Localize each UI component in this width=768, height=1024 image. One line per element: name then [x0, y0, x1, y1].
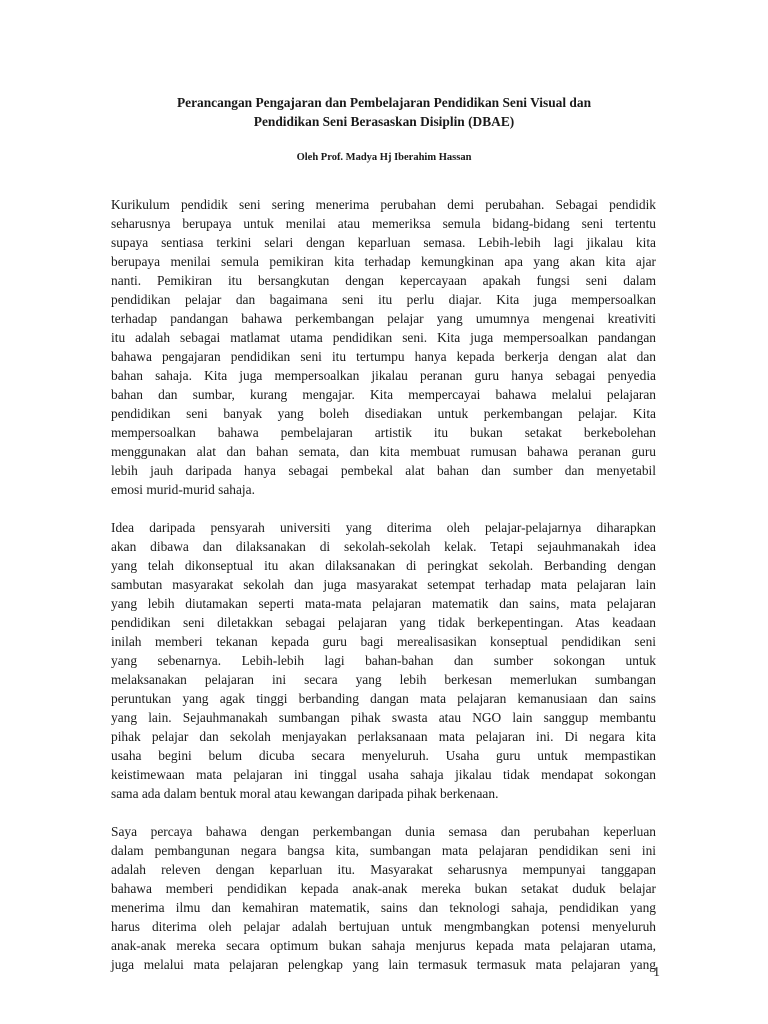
text-line: peruntukan yang agak tinggi berbanding dangan mata pelajaran kemanusiaan dan sains [111, 691, 656, 706]
author-byline: Oleh Prof. Madya Hj Iberahim Hassan [296, 152, 472, 163]
paragraph [111, 518, 656, 803]
text-line: dalam pembangunan negara bangsa kita, sumbangan mata pelajaran pendidikan seni ini [111, 843, 656, 858]
text-line: yang sebenarnya. Lebih-lebih lagi bahan-bahan dan sumber sokongan untuk [111, 653, 656, 668]
document-body [111, 195, 656, 974]
text-line: yang lain. Sejauhmanakah sumbangan pihak swasta atau NGO lain sanggup membantu [111, 710, 656, 725]
text-line: seharusnya berupaya untuk menilai atau memeriksa semula bidang-bidang seni tertentu [111, 216, 656, 231]
text-line: sama ada dalam bentuk moral atau kewangan daripada pihak berkenaan. [111, 786, 499, 801]
text-line: keistimewaan mata pelajaran ini tinggal usaha sahaja jikalau tidak mendapat sokongan [111, 767, 656, 782]
text-line: pendidikan seni diletakkan sebagai pelajaran yang tidak berkepentingan. Atas keadaan [111, 615, 656, 630]
text-line: Idea daripada pensyarah universiti yang diterima oleh pelajar-pelajarnya diharapkan [111, 520, 656, 535]
text-line: bahan dan sumbar, kurang mengajar. Kita mempercayai bahawa melalui pelajaran [111, 387, 656, 402]
text-line: supaya sentiasa terkini selari dengan keparluan semasa. Lebih-lebih lagi jikalau kita [111, 235, 656, 250]
text-line: juga melalui mata pelajaran pelengkap yang lain termasuk termasuk mata pelajaran yang [111, 957, 656, 972]
text-line: harus diterima oleh pelajar adalah bertujuan untuk mengmbangkan potensi menyeluruh [111, 919, 656, 934]
text-line: lebih jauh daripada hanya sebagai pembekal alat bahan dan sumber dan menyetabil [111, 463, 656, 478]
text-line: pendidikan pelajar dan bagaimana seni itu perlu diajar. Kita juga mempersoalkan [111, 292, 656, 307]
text-line: terhadap pandangan bahawa perkembangan pelajar yang umumnya mengenai kreativiti [111, 311, 656, 326]
text-line: bahawa memberi pendidikan kepada anak-anak mereka bukan setakat duduk belajar [111, 881, 656, 896]
text-line: adalah releven dengan keparluan itu. Masyarakat seharusnya mempunyai tanggapan [111, 862, 656, 877]
paragraph-spacer [111, 803, 656, 822]
document-title [100, 93, 668, 131]
text-line: usaha begini belum dicuba secara menyeluruh. Usaha guru untuk mempastikan [111, 748, 656, 763]
paragraph-spacer [111, 499, 656, 518]
text-line: bahawa pengajaran pendidikan seni itu tertumpu hanya kepada berkerja dengan alat dan [111, 349, 656, 364]
title-line: Pendidikan Seni Berasaskan Disiplin (DBAE) [253, 114, 515, 129]
text-line: bahan sahaja. Kita juga mempersoalkan jikalau peranan guru hanya sebagai penyedia [111, 368, 656, 383]
text-line: inilah memberi tekanan kepada guru bagi merealisasikan konseptual pendidikan seni [111, 634, 656, 649]
text-line: itu adalah sebagai matlamat utama pendidikan seni. Kita juga mempersoalkan pandangan [111, 330, 656, 345]
text-line: Saya percaya bahawa dengan perkembangan dunia semasa dan perubahan keperluan [111, 824, 656, 839]
text-line: menggunakan alat dan bahan semata, dan kita membuat rumusan bahawa peranan guru [111, 444, 656, 459]
text-line: yang lebih diutamakan seperti mata-mata pelajaran matematik dan sains, mata pelajaran [111, 596, 656, 611]
text-line: emosi murid-murid sahaja. [111, 482, 255, 497]
text-line: nanti. Pemikiran itu bersangkutan dengan kepercayaan apakah fungsi seni dalam [111, 273, 656, 288]
text-line: melaksanakan pelajaran ini secara yang lebih berkesan memerlukan sumbangan [111, 672, 656, 687]
text-line: pendidikan seni banyak yang boleh disediakan untuk perkembangan pelajar. Kita [111, 406, 656, 421]
text-line: mempersoalkan bahawa pembelajaran artistik itu bukan setakat berkebolehan [111, 425, 656, 440]
paragraph [111, 195, 656, 499]
text-line: sambutan masyarakat sekolah dan juga masyarakat setempat terhadap mata pelajaran lain [111, 577, 656, 592]
text-line: akan dibawa dan dilaksanakan di sekolah-sekolah kelak. Tetapi sejauhmanakah idea [111, 539, 656, 554]
title-line: Perancangan Pengajaran dan Pembelajaran Pendidikan Seni Visual dan [176, 95, 592, 110]
text-line: yang telah dikonseptual itu akan dilaksanakan di peringkat sekolah. Berbanding dengan [111, 558, 656, 573]
text-line: pihak pelajar dan sekolah menjayakan perlaksanaan mata pelajaran ini. Di negara kita [111, 729, 656, 744]
text-line: menerima ilmu dan kemahiran matematik, sains dan teknologi sahaja, pendidikan yang [111, 900, 656, 915]
text-line: Kurikulum pendidik seni sering menerima perubahan demi perubahan. Sebagai pendidik [111, 197, 656, 212]
text-line: berupaya menilai semula pemikiran kita terhadap kemungkinan apa yang akan kita ajar [111, 254, 656, 269]
text-line: anak-anak mereka secara optimum bukan sahaja menjurus kepada mata pelajaran utama, [111, 938, 656, 953]
page-number: 1 [653, 964, 660, 979]
paragraph [111, 822, 656, 974]
